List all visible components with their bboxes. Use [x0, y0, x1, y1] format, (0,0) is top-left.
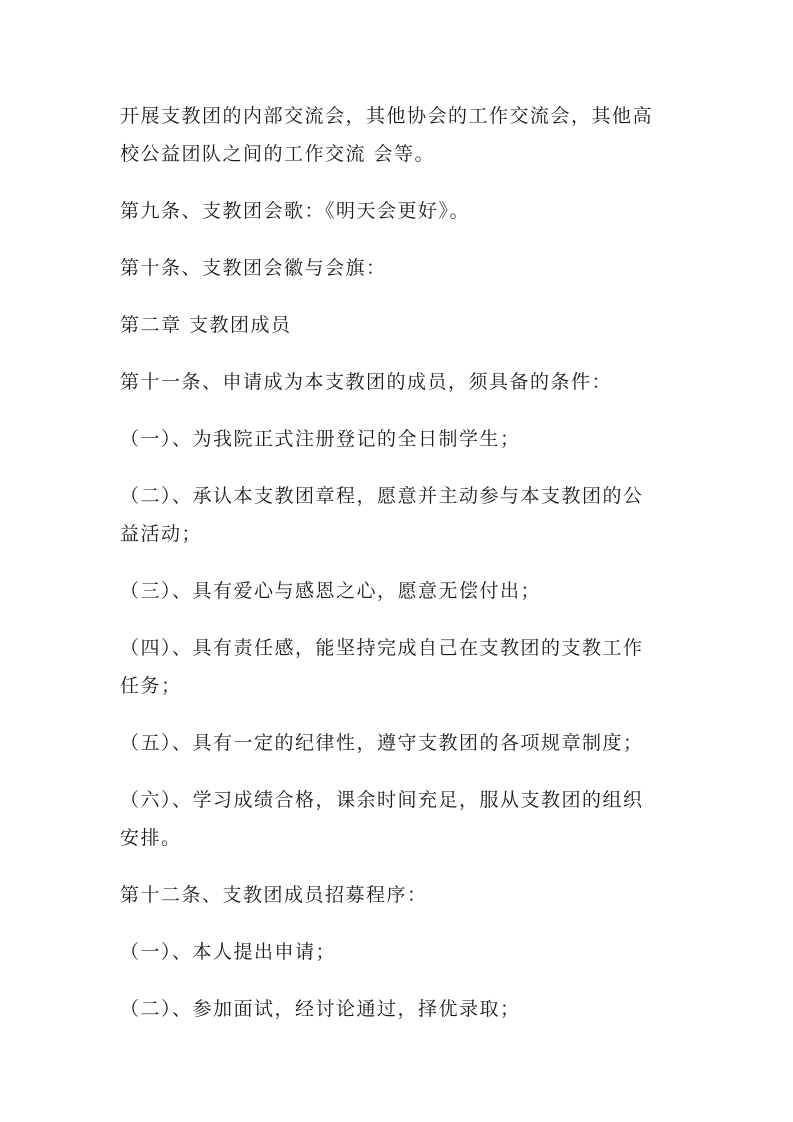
chapter-heading — [120, 306, 680, 344]
text-line: （三）、具有爱心与感恩之心，愿意无偿付出； — [120, 580, 542, 602]
text-line: 第十条、支教团会徽与会旗： — [120, 257, 387, 279]
paragraph-condition-2 — [120, 477, 680, 553]
paragraph-article-12 — [120, 876, 680, 914]
text-line: （五）、具有一定的纪律性，遵守支教团的各项规章制度； — [120, 732, 644, 754]
text-line: （一）、为我院正式注册登记的全日制学生； — [120, 428, 521, 450]
text-line: （二）、承认本支教团章程，愿意并主动参与本支教团的公 — [120, 485, 644, 507]
text-line: 第十二条、支教团成员招募程序： — [120, 884, 428, 906]
paragraph-step-1 — [120, 933, 680, 971]
text-line: 校公益团队之间的工作交流 会等。 — [120, 143, 436, 165]
paragraph-article-10 — [120, 249, 680, 287]
text-line: 第十一条、申请成为本支教团的成员，须具备的条件： — [120, 371, 613, 393]
text-line: 开展支教团的内部交流会，其他协会的工作交流会，其他高 — [120, 105, 654, 127]
text-line: 益活动； — [120, 523, 203, 545]
text-line: 第二章 支教团成员 — [120, 314, 292, 336]
document-body — [120, 97, 680, 1047]
paragraph-condition-6 — [120, 781, 680, 857]
text-line: （六）、学习成绩合格，课余时间充足，服从支教团的组织 — [120, 789, 644, 811]
text-line: （四）、具有责任感，能坚持完成自己在支教团的支教工作 — [120, 637, 644, 659]
paragraph-intro — [120, 97, 680, 173]
paragraph-condition-4 — [120, 629, 680, 705]
text-line: 安排。 — [120, 827, 182, 849]
text-line: 任务； — [120, 675, 182, 697]
text-line: （二）、参加面试，经讨论通过，择优录取； — [120, 998, 521, 1020]
paragraph-step-2 — [120, 990, 680, 1028]
paragraph-condition-1 — [120, 420, 680, 458]
paragraph-condition-3 — [120, 572, 680, 610]
text-line: （一）、本人提出申请； — [120, 941, 337, 963]
paragraph-article-9 — [120, 192, 680, 230]
paragraph-article-11 — [120, 363, 680, 401]
text-line: 第九条、支教团会歌：《明天会更好》。 — [120, 200, 471, 222]
paragraph-condition-5 — [120, 724, 680, 762]
